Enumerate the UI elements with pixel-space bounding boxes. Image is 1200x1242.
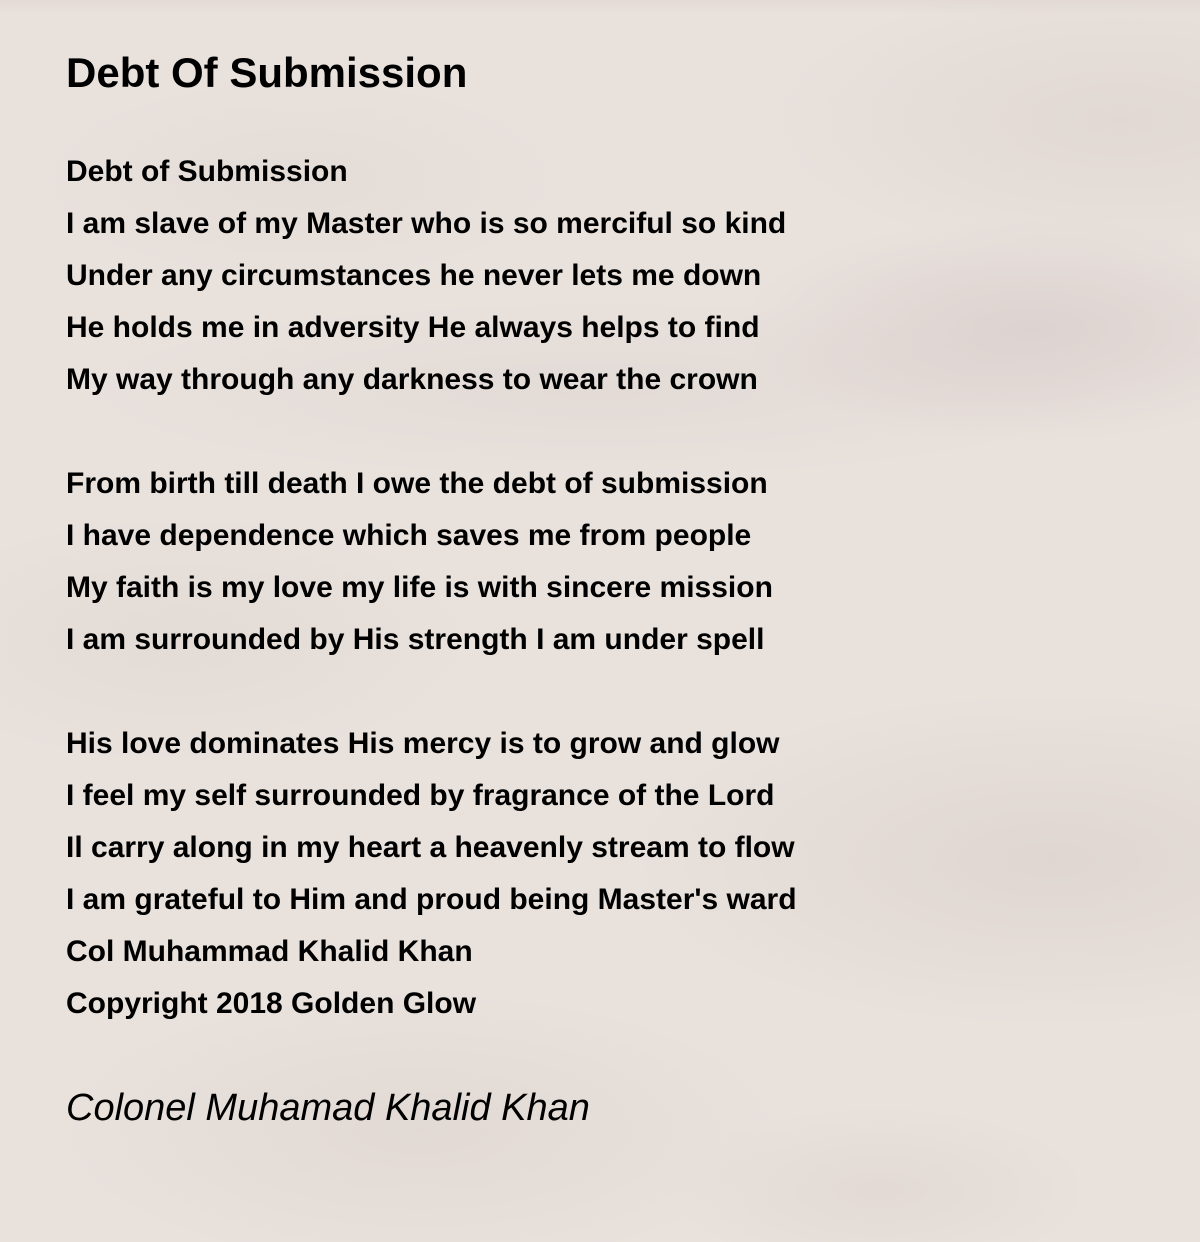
attribution-line: Col Muhammad Khalid Khan <box>66 935 473 968</box>
poem-line: Il carry along in my heart a heavenly stream to flow <box>66 831 795 864</box>
poem-line: Debt of Submission <box>66 155 348 188</box>
poem-stanza <box>66 718 1140 926</box>
poem-line: From birth till death I owe the debt of submission <box>66 467 768 500</box>
poem-line: My way through any darkness to wear the crown <box>66 363 758 396</box>
poem-line: I am slave of my Master who is so merciful so kind <box>66 207 787 240</box>
poem-line: He holds me in adversity He always helps to find <box>66 311 760 344</box>
poem-line: I am surrounded by His strength I am under spell <box>66 623 765 656</box>
poem-line: I have dependence which saves me from people <box>66 519 752 552</box>
page-title: Debt Of Submission <box>66 49 468 96</box>
poem-line: I feel my self surrounded by fragrance of the Lord <box>66 779 775 812</box>
poem-stanza <box>66 458 1140 666</box>
poem-line: My faith is my love my life is with sincere mission <box>66 571 773 604</box>
poem-line: His love dominates His mercy is to grow and glow <box>66 727 780 760</box>
poem-stanzas <box>66 146 1140 926</box>
attribution-line: Copyright 2018 Golden Glow <box>66 987 477 1020</box>
attribution-block <box>66 926 1140 1030</box>
poem-stanza <box>66 146 1140 406</box>
poem-line: I am grateful to Him and proud being Master's ward <box>66 883 797 916</box>
author-signature: Colonel Muhamad Khalid Khan <box>66 1087 590 1129</box>
poem-body <box>66 146 1140 1030</box>
poem-line: Under any circumstances he never lets me down <box>66 259 762 292</box>
